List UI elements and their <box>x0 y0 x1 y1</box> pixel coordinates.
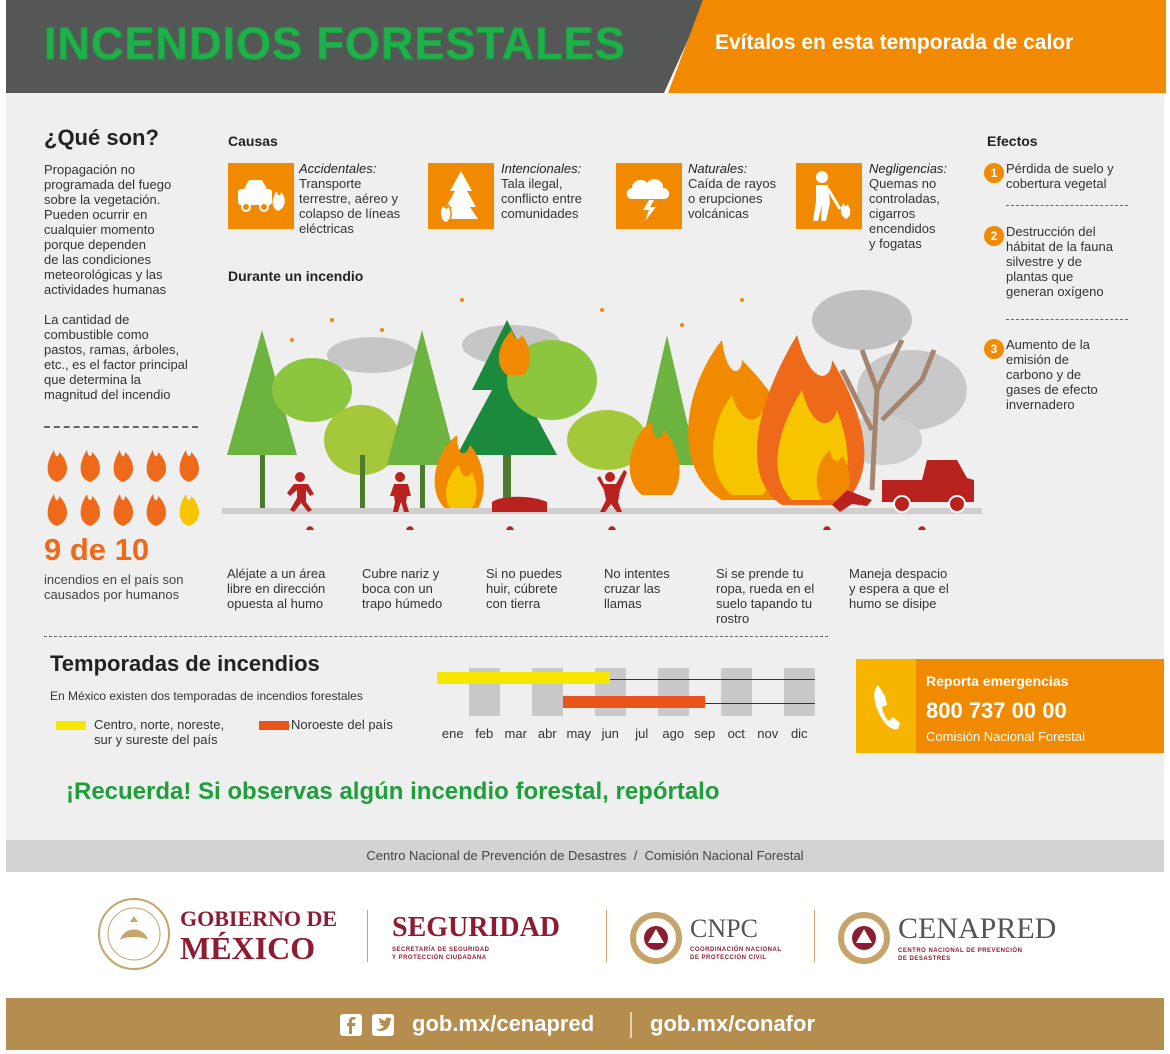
tip-maneja: Maneja despacio y espera a que el humo se disipe <box>849 566 949 611</box>
tree-fire-icon <box>428 163 494 229</box>
month-label: may <box>566 726 592 741</box>
flame-stat-grid <box>40 440 206 528</box>
page-subtitle: Evítalos en esta temporada de calor <box>715 31 1074 54</box>
phone-icon <box>856 659 916 753</box>
month-label: abr <box>537 726 557 741</box>
logo-seguridad-sub: SECRETARÍA DE SEGURIDAD Y PROTECCIÓN CIUDADANA <box>392 947 490 961</box>
flame-human-icon <box>147 494 166 526</box>
divider <box>1006 319 1128 320</box>
stat-text: incendios en el país son causados por humanos <box>44 572 184 602</box>
cenapred-emblem-icon <box>838 912 890 964</box>
logo-gobierno: GOBIERNO DE MÉXICO <box>180 906 338 966</box>
tip-alejate: Aléjate a un área libre en dirección opuesta al humo <box>227 566 326 611</box>
cause-naturales: Naturales: Caída de rayos o erupciones volcánicas <box>688 161 777 221</box>
link-separator <box>630 1012 632 1038</box>
flame-human-icon <box>48 494 67 526</box>
flame-human-icon <box>114 494 133 526</box>
divider <box>1006 205 1128 206</box>
flame-human-icon <box>147 450 166 482</box>
effect-number-3: 3 <box>984 339 1004 359</box>
flame-other-icon <box>180 494 199 526</box>
month-column <box>784 668 816 716</box>
tip-rueda: Si se prende tu ropa, rueda en el suelo tapando tu rostro <box>716 566 815 626</box>
logo-separator <box>606 910 607 962</box>
institutions-text: Centro Nacional de Prevención de Desastres / Comisión Nacional Forestal <box>366 848 804 863</box>
month-label: ago <box>662 726 685 741</box>
logo-cnpc-sub: COORDINACIÓN NACIONAL DE PROTECCIÓN CIVIL <box>690 947 782 961</box>
flame-human-icon <box>114 450 133 482</box>
stat-number: 9 de 10 <box>44 532 150 567</box>
efectos-heading: Efectos <box>987 133 1038 149</box>
month-axis <box>437 726 815 742</box>
month-label: feb <box>475 726 494 741</box>
season-bar-centro-sur <box>437 672 610 684</box>
cnpc-emblem-icon <box>630 912 682 964</box>
effect-1: Pérdida de suelo y cobertura vegetal <box>1006 161 1114 191</box>
legend-label-orange: Noroeste del país <box>291 717 393 732</box>
emergency-org: Comisión Nacional Forestal <box>926 729 1085 744</box>
logo-cenapred: CENAPRED <box>898 912 1057 945</box>
recuerda-message: ¡Recuerda! Si observas algún incendio forestal, repórtalo <box>66 778 720 805</box>
que-son-paragraph-2: La cantidad de combustible como pastos, ramas, árboles, etc., es el factor principal que determina la magnitud del incendio <box>44 312 188 402</box>
season-chart <box>437 668 815 716</box>
tip-cubrete-tierra: Si no puedes huir, cúbrete con tierra <box>486 566 562 611</box>
que-son-paragraph-1: Propagación no programada del fuego sobre la vegetación. Pueden ocurrir en cualquier momento porque dependen de las condiciones meteorológicas y las actividades humanas <box>44 162 172 297</box>
month-label: jun <box>601 726 619 741</box>
link-cenapred[interactable]: gob.mx/cenapred <box>412 1011 595 1036</box>
que-son-heading: ¿Qué son? <box>44 125 159 150</box>
effect-3: Aumento de la emisión de carbono y de gases de efecto invernadero <box>1006 337 1098 412</box>
season-bar-noroeste <box>563 696 705 708</box>
logo-cnpc: CNPC <box>690 914 758 943</box>
legend-swatch-orange <box>259 721 289 730</box>
seal-icon <box>98 898 170 970</box>
cause-intencionales: Intencionales: Tala ilegal, conflicto entre comunidades <box>501 161 582 221</box>
emergency-phone[interactable]: 800 737 00 00 <box>926 698 1067 723</box>
car-fire-icon <box>228 163 294 229</box>
cause-accidentales: Accidentales: Transporte terrestre, aéreo y colapso de líneas eléctricas <box>299 161 401 236</box>
cause-negligencias: Negligencias: Quemas no controladas, cigarros encendidos y fogatas <box>869 161 948 251</box>
month-column <box>658 668 690 716</box>
storm-cloud-icon <box>616 163 682 229</box>
divider <box>44 636 828 637</box>
effect-number-1: 1 <box>984 163 1004 183</box>
twitter-icon[interactable] <box>372 1014 394 1036</box>
flame-human-icon <box>180 450 199 482</box>
month-label: ene <box>441 726 464 741</box>
effect-2: Destrucción del hábitat de la fauna silvestre y de plantas que generan oxígeno <box>1006 224 1113 299</box>
forest-fire-illustration <box>222 280 982 530</box>
flame-human-icon <box>48 450 67 482</box>
month-label: jul <box>635 726 649 741</box>
durante-heading: Durante un incendio <box>228 268 364 284</box>
month-label: dic <box>790 726 808 741</box>
temporadas-heading: Temporadas de incendios <box>50 651 320 676</box>
divider <box>44 426 198 428</box>
month-label: mar <box>504 726 527 741</box>
logo-seguridad: SEGURIDAD <box>392 912 561 943</box>
link-conafor[interactable]: gob.mx/conafor <box>650 1011 816 1036</box>
month-label: oct <box>727 726 745 741</box>
legend-label-yellow: Centro, norte, noreste, sur y sureste del país <box>94 717 225 747</box>
temporadas-subtitle: En México existen dos temporadas de incendios forestales <box>50 689 363 703</box>
tip-no-cruzar: No intentes cruzar las llamas <box>604 566 670 611</box>
logo-separator <box>814 910 815 962</box>
flame-human-icon <box>81 450 100 482</box>
emergency-title: Reporta emergencias <box>926 673 1069 689</box>
logo-separator <box>367 910 368 962</box>
causas-heading: Causas <box>228 133 278 149</box>
month-column <box>721 668 753 716</box>
month-label: nov <box>757 726 779 741</box>
tip-cubre-nariz: Cubre nariz y boca con un trapo húmedo <box>362 566 443 611</box>
facebook-icon[interactable] <box>340 1014 362 1036</box>
logo-cenapred-sub: CENTRO NACIONAL DE PREVENCIÓN DE DESASTRES <box>898 948 1023 962</box>
effect-number-2: 2 <box>984 226 1004 246</box>
flame-human-icon <box>81 494 100 526</box>
season-gridline <box>610 679 815 680</box>
month-label: sep <box>694 726 716 741</box>
person-fire-icon <box>796 163 862 229</box>
legend-swatch-yellow <box>56 721 86 730</box>
page-title: INCENDIOS FORESTALES <box>44 18 626 69</box>
